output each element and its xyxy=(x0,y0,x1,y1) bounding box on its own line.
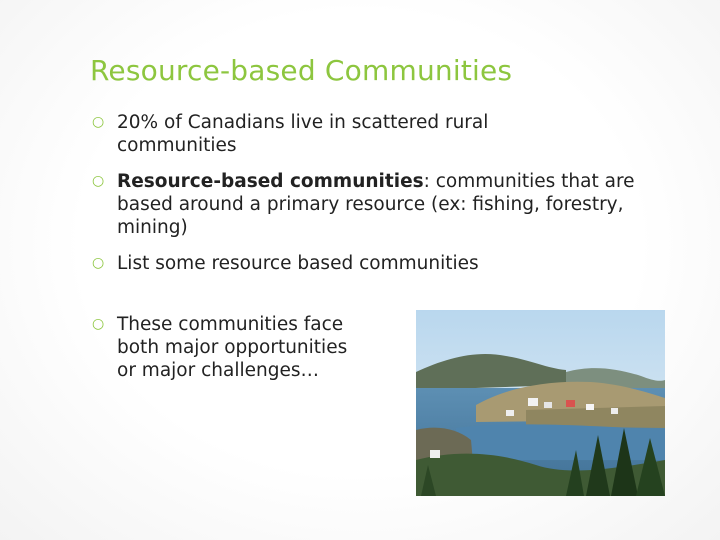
coastal-village-photo xyxy=(416,310,665,496)
bullet-marker-icon: ○ xyxy=(92,255,105,271)
bullet-text: List some resource based communities xyxy=(117,253,479,274)
bullet-marker-icon: ○ xyxy=(92,316,105,332)
bullet-text xyxy=(117,170,637,239)
bullet-text: These communities face both major opportunities or major challenges… xyxy=(117,314,348,381)
slide-title: Resource-based Communities xyxy=(90,54,513,87)
bullet-term: Resource-based communities xyxy=(117,171,424,192)
bullet-definition: : communities that are based around a primary resource (ex: fishing, forestry, mining) xyxy=(117,171,635,238)
bullet-marker-icon: ○ xyxy=(92,114,105,130)
bullet-text: 20% of Canadians live in scattered rural communities xyxy=(117,112,489,156)
bullet-marker-icon: ○ xyxy=(92,173,105,189)
